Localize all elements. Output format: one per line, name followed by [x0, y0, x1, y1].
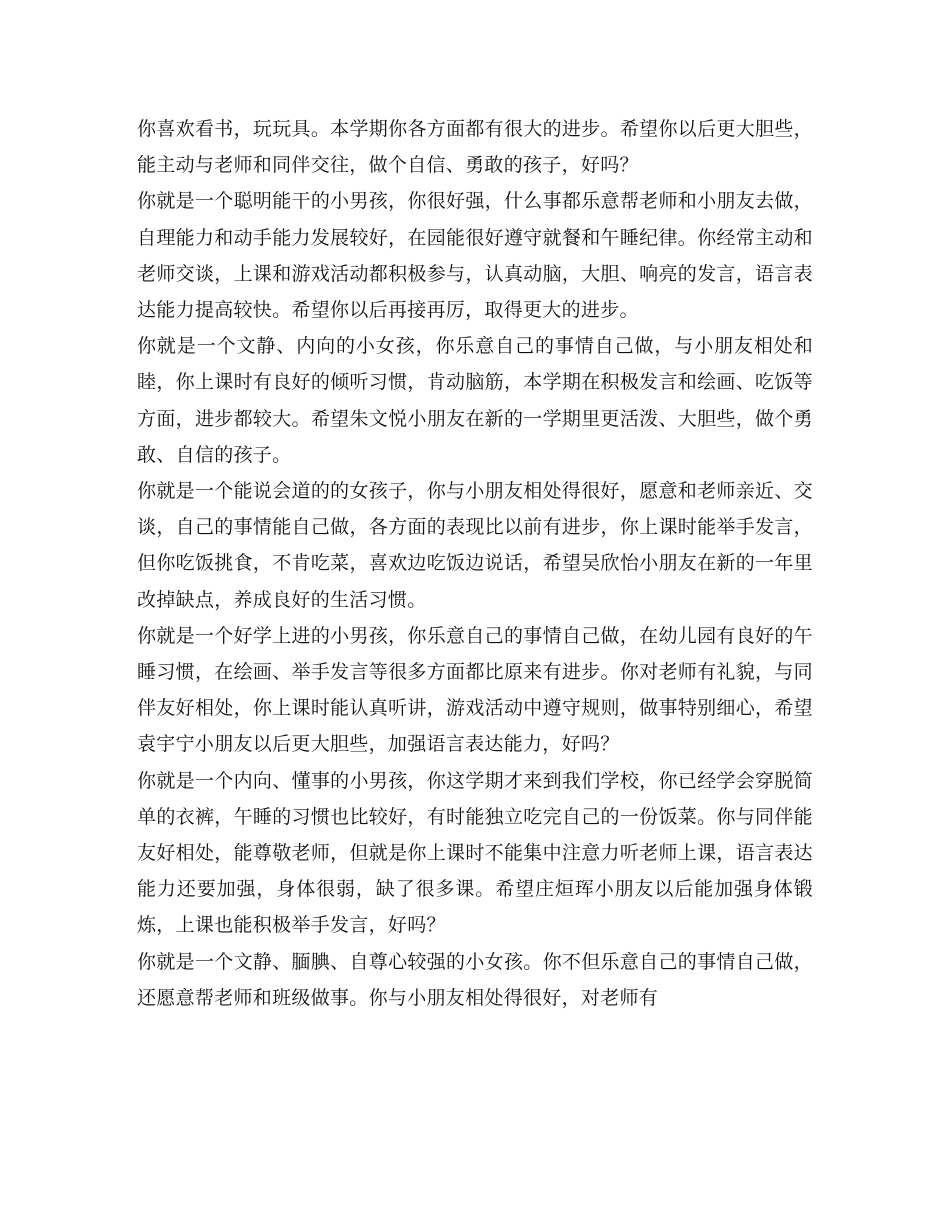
- comment-paragraph-5: 你就是一个好学上进的小男孩，你乐意自己的事情自己做，在幼儿园有良好的午睡习惯，在绘画、举手发言等很多方面都比原来有进步。你对老师有礼貌，与同伴友好相处，你上课时能认真听讲，游戏活动中遵守规则，做事特别细心，希望袁宇宁小朋友以后更大胆些，加强语言表达能力，好吗？: [137, 624, 813, 756]
- comment-paragraph-3: 你就是一个文静、内向的小女孩，你乐意自己的事情自己做，与小朋友相处和睦，你上课时有良好的倾听习惯，肯动脑筋，本学期在积极发言和绘画、吃饭等方面，进步都较大。希望朱文悦小朋友在新的一学期里更活泼、大胆些，做个勇敢、自信的孩子。: [137, 335, 813, 466]
- comment-paragraph-6: 你就是一个内向、懂事的小男孩，你这学期才来到我们学校，你已经学会穿脱简单的衣裤，午睡的习惯也比较好，有时能独立吃完自己的一份饭菜。你与同伴能友好相处，能尊敬老师，但就是你上课时不能集中注意力听老师上课，语言表达能力还要加强，身体很弱，缺了很多课。希望庄烜珲小朋友以后能加强身体锻炼，上课也能积极举手发言，好吗？: [137, 769, 813, 937]
- comment-paragraph-4: 你就是一个能说会道的的女孩子，你与小朋友相处得很好，愿意和老师亲近、交谈，自己的事情能自己做，各方面的表现比以前有进步，你上课时能举手发言，但你吃饭挑食，不肯吃菜，喜欢边吃饭边说话，希望吴欣怡小朋友在新的一年里改掉缺点，养成良好的生活习惯。: [137, 480, 813, 611]
- comment-paragraph-2: 你就是一个聪明能干的小男孩，你很好强，什么事都乐意帮老师和小朋友去做，自理能力和动手能力发展较好，在园能很好遵守就餐和午睡纪律。你经常主动和老师交谈，上课和游戏活动都积极参与，认真动脑，大胆、响亮的发言，语言表达能力提高较快。希望你以后再接再厉，取得更大的进步。: [137, 190, 813, 322]
- comment-paragraph-7: 你就是一个文静、腼腆、自尊心较强的小女孩。你不但乐意自己的事情自己做，还愿意帮老师和班级做事。你与小朋友相处得很好，对老师有: [137, 950, 813, 1009]
- document-page: [137, 111, 813, 1016]
- comment-paragraph-1: 你喜欢看书，玩玩具。本学期你各方面都有很大的进步。希望你以后更大胆些，能主动与老师和同伴交往，做个自信、勇敢的孩子，好吗？: [137, 118, 813, 177]
